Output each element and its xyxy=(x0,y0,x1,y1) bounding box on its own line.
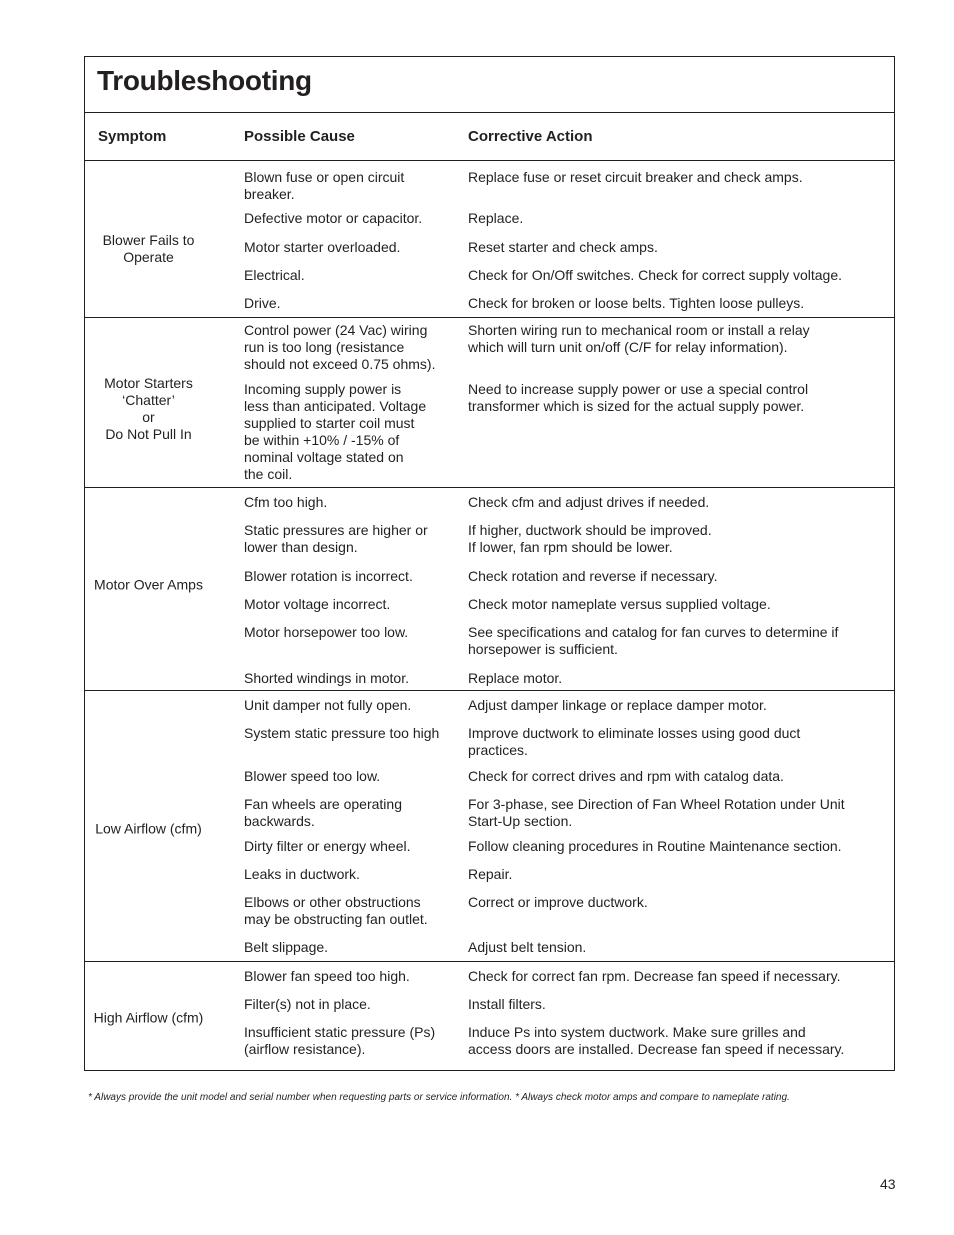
possible-cause: Elbows or other obstructions may be obstructing fan outlet. xyxy=(244,894,428,927)
header-corrective-action: Corrective Action xyxy=(468,128,593,145)
corrective-action: For 3-phase, see Direction of Fan Wheel Rotation under Unit Start-Up section. xyxy=(468,796,845,829)
corrective-action: Repair. xyxy=(468,866,513,882)
symptom-section xyxy=(85,318,894,488)
corrective-action: Check for correct fan rpm. Decrease fan speed if necessary. xyxy=(468,968,841,984)
page-title: Troubleshooting xyxy=(97,65,312,96)
corrective-action: Replace fuse or reset circuit breaker and check amps. xyxy=(468,169,803,185)
possible-cause: Fan wheels are operating backwards. xyxy=(244,796,402,829)
possible-cause: Motor voltage incorrect. xyxy=(244,596,391,612)
header-possible-cause: Possible Cause xyxy=(244,128,355,145)
possible-cause: Unit damper not fully open. xyxy=(244,697,412,713)
corrective-action: Replace. xyxy=(468,210,524,226)
table-header xyxy=(85,113,894,161)
symptom-label: Motor Starters ‘Chatter’ or Do Not Pull In xyxy=(104,375,193,442)
corrective-action: Replace motor. xyxy=(468,670,563,686)
possible-cause: Blower speed too low. xyxy=(244,768,381,784)
corrective-action: Correct or improve ductwork. xyxy=(468,894,648,910)
title-bar xyxy=(85,57,894,113)
possible-cause: Incoming supply power is less than anticipated. Voltage supplied to starter coil must be within +10% / -15% of nominal voltage stated on the coil. xyxy=(244,381,427,482)
possible-cause: Control power (24 Vac) wiring run is too long (resistance should not exceed 0.75 ohms). xyxy=(244,322,436,372)
possible-cause: Motor horsepower too low. xyxy=(244,624,409,640)
corrective-action: Induce Ps into system ductwork. Make sure grilles and access doors are installed. Decrease fan speed if necessary. xyxy=(468,1024,845,1057)
corrective-action: Install filters. xyxy=(468,996,546,1012)
corrective-action: Improve ductwork to eliminate losses using good duct practices. xyxy=(468,725,801,758)
corrective-action: Adjust damper linkage or replace damper motor. xyxy=(468,697,767,713)
possible-cause: Insufficient static pressure (Ps) (airflow resistance). xyxy=(244,1024,436,1057)
possible-cause: Drive. xyxy=(244,295,281,311)
corrective-action: Check for broken or loose belts. Tighten loose pulleys. xyxy=(468,295,805,311)
symptom-label: Low Airflow (cfm) xyxy=(95,820,202,837)
header-symptom: Symptom xyxy=(98,128,167,145)
corrective-action: Check cfm and adjust drives if needed. xyxy=(468,494,710,510)
possible-cause: Motor starter overloaded. xyxy=(244,239,401,255)
possible-cause: Leaks in ductwork. xyxy=(244,866,360,882)
corrective-action: Check rotation and reverse if necessary. xyxy=(468,568,718,584)
corrective-action: Check for correct drives and rpm with catalog data. xyxy=(468,768,784,784)
possible-cause: Blown fuse or open circuit breaker. xyxy=(244,169,405,202)
possible-cause: Defective motor or capacitor. xyxy=(244,210,423,226)
corrective-action: Adjust belt tension. xyxy=(468,939,587,955)
page-number: 43 xyxy=(880,1176,896,1192)
symptom-section xyxy=(85,962,894,1072)
possible-cause: Cfm too high. xyxy=(244,494,328,510)
corrective-action: Shorten wiring run to mechanical room or install a relay which will turn unit on/off (C/F for relay information). xyxy=(468,322,810,355)
symptom-section xyxy=(85,691,894,962)
corrective-action: Check for On/Off switches. Check for correct supply voltage. xyxy=(468,267,843,283)
possible-cause: Filter(s) not in place. xyxy=(244,996,371,1012)
possible-cause: Blower fan speed too high. xyxy=(244,968,410,984)
possible-cause: System static pressure too high xyxy=(244,725,440,741)
possible-cause: Dirty filter or energy wheel. xyxy=(244,838,411,854)
symptom-label: Motor Over Amps xyxy=(94,576,203,593)
corrective-action: If higher, ductwork should be improved. If lower, fan rpm should be lower. xyxy=(468,522,712,555)
corrective-action: Need to increase supply power or use a special control transformer which is sized for the actual supply power. xyxy=(468,381,809,414)
footnote: * Always provide the unit model and serial number when requesting parts or service information. * Always check motor amps and compare to nameplate rating. xyxy=(88,1092,790,1103)
corrective-action: Follow cleaning procedures in Routine Maintenance section. xyxy=(468,838,842,854)
corrective-action: Reset starter and check amps. xyxy=(468,239,658,255)
symptom-section xyxy=(85,161,894,318)
troubleshooting-table xyxy=(84,56,895,1071)
corrective-action: Check motor nameplate versus supplied voltage. xyxy=(468,596,771,612)
possible-cause: Electrical. xyxy=(244,267,305,283)
symptom-label: High Airflow (cfm) xyxy=(93,1009,204,1026)
possible-cause: Blower rotation is incorrect. xyxy=(244,568,413,584)
possible-cause: Belt slippage. xyxy=(244,939,329,955)
corrective-action: See specifications and catalog for fan curves to determine if horsepower is sufficient. xyxy=(468,624,839,657)
symptom-section xyxy=(85,488,894,691)
possible-cause: Static pressures are higher or lower than design. xyxy=(244,522,428,555)
symptom-label: Blower Fails to Operate xyxy=(102,232,195,265)
possible-cause: Shorted windings in motor. xyxy=(244,670,409,686)
